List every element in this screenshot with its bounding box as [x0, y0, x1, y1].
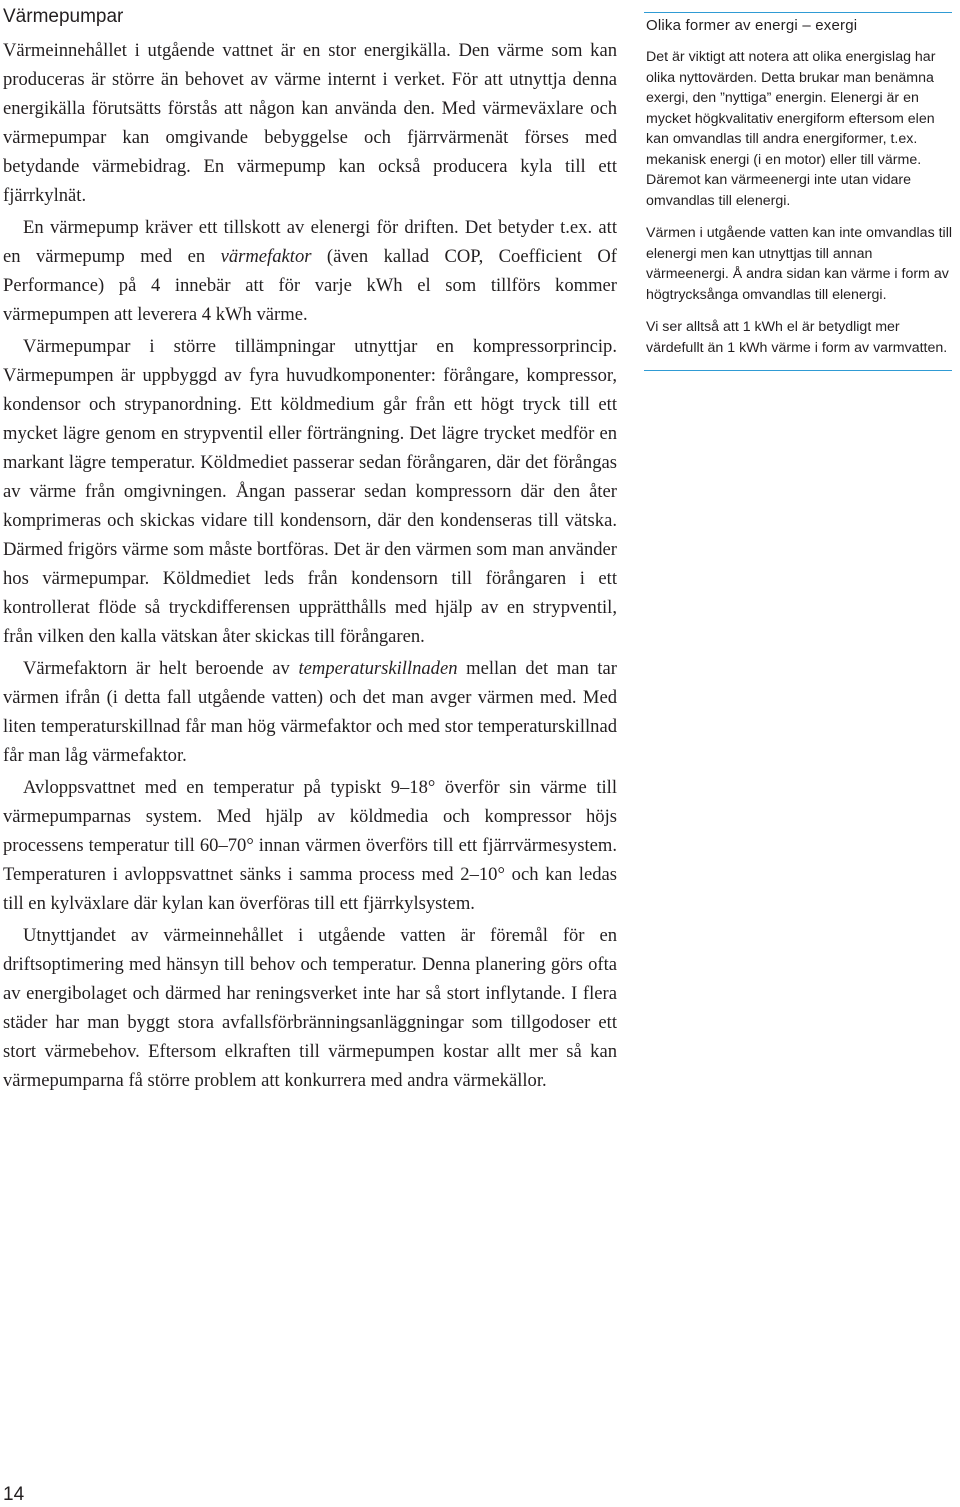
- term-varmefaktor: värmefaktor: [220, 246, 312, 267]
- paragraph-2: [3, 213, 617, 329]
- paragraph-5: Avloppsvattnet med en temperatur på typiskt 9–18° överför sin värme till värmepumparnas system. Med hjälp av köldmedia och kompressor höjs processens temperatur till 60–70° innan värmen överförs till ett fjärrvärmesystem. Temperaturen i avloppsvattnet sänks i samma process med 2–10° och kan ledas till en kylväxlare där kylan kan överföras till ett fjärrkylsystem.: [3, 777, 617, 914]
- paragraph-2-text-b: (även kallad COP, Coefficient Of Performance) på 4 innebär att för varje kWh el som tillförs kommer värmepumpen att leverera 4 kWh värme.: [3, 246, 617, 325]
- sidebar-title: Olika former av energi – exergi: [646, 17, 858, 34]
- paragraph-4-text-b: mellan det man tar värmen ifrån (i detta fall utgående vatten) och det man avger värmen med. Med liten temperaturskillnad får man hög värmefaktor och med stor temperaturskillnad får man låg värmefaktor.: [3, 658, 617, 766]
- paragraph-2-text-a: En värmepump kräver ett tillskott av elenergi för driften. Det betyder t.ex. att en värmepump med en: [3, 217, 617, 267]
- sidebar-bottom-rule: [644, 370, 952, 371]
- paragraph-6: Utnyttjandet av värmeinnehållet i utgående vatten är föremål för en driftsoptimering med hänsyn till behov och temperatur. Denna planering görs ofta av energibolaget och därmed har reningsverket inte har så stort inflytande. I flera städer har man byggt stora avfallsförbränningsanläggningar som tillgodoser ett stort värmebehov. Eftersom elkraften till värmepumpen kostar allt mer så kan värmepumparna få större problem att konkurrera med andra värmekällor.: [3, 925, 617, 1091]
- sidebar-top-rule: [644, 12, 952, 13]
- sidebar-paragraph-2: Värmen i utgående vatten kan inte omvandlas till elenergi men kan utnyttjas till annan värmeenergi. Å andra sidan kan värme i form av högtrycksånga omvandlas till elenergi.: [646, 225, 953, 303]
- sidebar-box: [644, 12, 952, 371]
- term-temperaturskillnaden: temperaturskillnaden: [298, 658, 458, 679]
- section-title: Värmepumpar: [3, 6, 124, 27]
- page-number: 14: [3, 1484, 25, 1505]
- paragraph-4-text-a: Värmefaktorn är helt beroende av: [23, 658, 299, 679]
- paragraph-4: [3, 654, 617, 770]
- paragraph-3: Värmepumpar i större tillämpningar utnyttjar en kompressorprincip. Värmepumpen är uppbyggd av fyra huvudkomponenter: förångare, kompressor, kondensor och strypanordning. Ett köldmedium går från ett högt tryck till ett mycket lägre genom en strypventil eller förträngning. Det lägre trycket medför en markant lägre temperatur. Köldmediet passerar sedan förångaren, där det förångas av värme från omgivningen. Ångan passerar sedan kompressorn där den åter komprimeras och skickas vidare till kondensorn, där den kondenseras till vätska. Därmed frigörs värme som måste bortföras. Det är den värmen som man använder hos värmepumpar. Köldmediet leds från kondensorn till förångaren i ett kontrollerat flöde så tryckdifferensen upprätthålls med hjälp av en strypventil, från vilken den kalla vätskan åter skickas till förångaren.: [3, 336, 617, 647]
- sidebar-paragraph-1: Det är viktigt att notera att olika energislag har olika nyttovärden. Detta brukar man benämna exergi, den ”nyttiga” energin. Elenergi är en mycket högkvalitativ energiform eftersom elen kan omvandlas till andra energiformer, t.ex. mekanisk energi (i en motor) eller till värme. Däremot kan värmeenergi inte utan vidare omvandlas till elenergi.: [646, 49, 936, 209]
- paragraph-1: Värmeinnehållet i utgående vattnet är en stor energikälla. Den värme som kan produceras är större än behovet av värme internt i verket. För att utnyttja denna energikälla förutsätts förstås att någon kan använda den. Med värmeväxlare och värmepumpar kan omgivande bebyggelse och fjärrvärmenät förses med betydande värmebidrag. En värmepump kan också producera kyla till ett fjärrkylnät.: [3, 40, 617, 206]
- main-column: [3, 6, 617, 1098]
- sidebar-paragraph-3: Vi ser alltså att 1 kWh el är betydligt mer värdefullt än 1 kWh värme i form av varmvatten.: [646, 319, 948, 356]
